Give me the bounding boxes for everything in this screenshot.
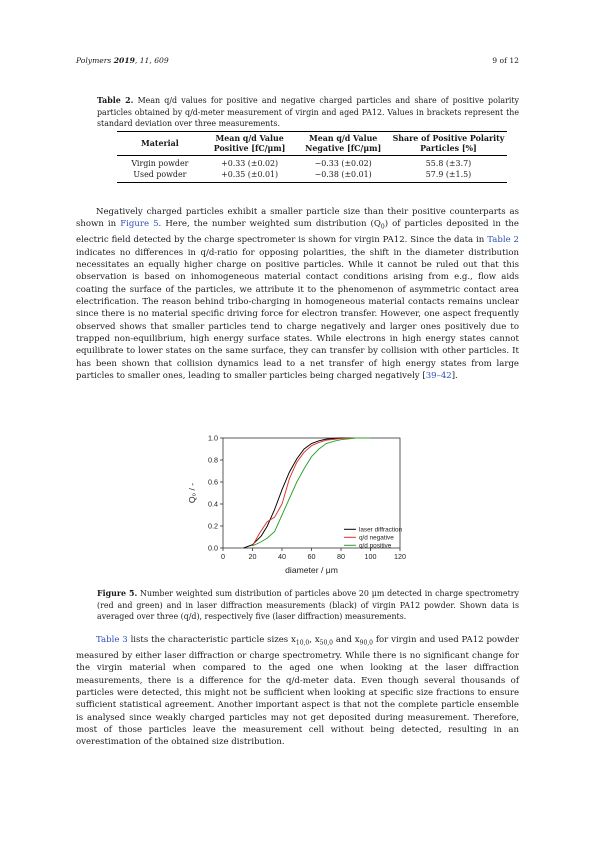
- table-row: [117, 170, 507, 183]
- table2-caption: [97, 95, 519, 130]
- figure5-caption: [97, 588, 519, 623]
- table-cell: 57.9 (±1.5): [425, 169, 472, 179]
- table2-caption-label: Table 2.: [97, 96, 134, 105]
- table-cell: Virgin powder: [131, 159, 189, 168]
- journal-name: Polymers: [76, 56, 112, 65]
- col-header-negative: Mean q/d Value Negative [fC/μm]: [305, 134, 382, 153]
- subscript-x90: 90,0: [359, 639, 373, 647]
- y-tick-label: 0.4: [208, 499, 218, 509]
- table2-caption-text: Mean q/d values for positive and negative charged particles and share of positive polarity particles obtained by q/d-meter measurement of virgin and aged PA12. Values in brackets represent the standard deviation over three measurements.: [97, 96, 519, 129]
- citation-link[interactable]: 39–42: [425, 371, 452, 382]
- para2-text-4: for virgin and used PA12 powder measured by either laser diffraction or charge spectrometry. While there is no significant change for the virgin material when compared to the aged one when looking at the laser diffraction measurements, there is a difference for the q/d-meter data. Even though several thousands of particles were detected, this might not be sufficient when looking at specific size fractions to ensure sufficient statistical agreement. Another important aspect is that not the complete particle ensemble is analysed since weakly charged particles may not get deposited during measurement. Therefore, most of those particles leave the measurement cell without being detected, resulting in an overestimation of the obtained size distribution.: [76, 635, 519, 748]
- table3-link[interactable]: Table 3: [96, 635, 128, 645]
- y-tick-label: 0.8: [208, 455, 218, 465]
- table-cell: −0.33 (±0.02): [314, 159, 372, 168]
- para2-text-1: lists the characteristic particle sizes x: [127, 635, 296, 645]
- para1-subscript: 0: [380, 224, 385, 232]
- y-tick-label: 0.0: [208, 543, 218, 553]
- page-number: 9 of 12: [492, 56, 519, 65]
- journal-year: 2019: [113, 56, 135, 65]
- table-cell: +0.35 (±0.01): [221, 169, 279, 179]
- table2-link[interactable]: Table 2: [487, 235, 519, 246]
- para2-text-2: , x: [309, 635, 320, 645]
- table-cell: +0.33 (±0.02): [221, 159, 279, 168]
- table-cell: −0.38 (±0.01): [314, 169, 372, 179]
- para1-text-2: . Here, the number weighted sum distribution (Q: [158, 219, 381, 230]
- x-tick-label: 80: [337, 552, 345, 561]
- y-tick-label: 0.6: [208, 477, 218, 487]
- x-tick-label: 60: [307, 552, 316, 561]
- legend-entry: q/d negative: [358, 534, 394, 542]
- x-axis-label: diameter / μm: [285, 565, 338, 575]
- subscript-x50: 50,0: [319, 639, 333, 647]
- y-axis-label: Q₀ / -: [187, 482, 197, 504]
- body-paragraph-1: [76, 206, 519, 383]
- figure5-chart: [175, 432, 415, 592]
- series-line-laser-diffraction: [244, 438, 371, 548]
- x-tick-label: 0: [221, 552, 225, 561]
- legend-entry: q/d positive: [358, 542, 392, 550]
- journal-volume: , 11, 609: [134, 56, 169, 65]
- para1-text-3: ) of particles deposited in the electric field detected by the charge spectrometer is shown for virgin PA12. Since the data in: [76, 219, 519, 246]
- para1-text-1: Negatively charged particles exhibit a smaller particle size than their positive counterparts as shown in: [76, 207, 519, 230]
- para2-text-3: and x: [333, 635, 360, 645]
- table-row: [117, 156, 507, 170]
- running-header-journal: [76, 56, 169, 65]
- para1-text-5: ].: [451, 371, 458, 382]
- y-tick-label: 0.2: [208, 521, 218, 531]
- table-cell: Used powder: [133, 169, 187, 179]
- subscript-x10: 10,0: [295, 639, 310, 647]
- table-header-row: [117, 132, 507, 156]
- para1-text-4: indicates no differences in q/d-ratio for opposing polarities, the shift in the diameter distribution necessitates an equally higher charge on positive particles. While it cannot be ruled out that this observation is based on inhomogeneous material contact conditions arising from e.g., flow aids coating the surface of the particles, we attribute it to the phenomenon of asymmetric contact area electrification. The reason behind tribo-charging in homogeneous material contacts remains unclear since there is no material specific driving force for electron transfer. However, one aspect frequently observed shows that smaller particles tend to charge negatively and larger ones positively due to trapped non-equilibrium, high energy surface states. While electrons in high energy states cannot equilibrate to lower states on the same surface, they can transfer by collision with other particles. It has been shown that collision dynamics lead to a net transfer of high energy states from large particles to smaller ones, leading to smaller particles being charged negatively [: [76, 247, 519, 382]
- col-header-share: Share of Positive Polarity Particles [%]: [392, 134, 505, 153]
- figure5-caption-text: Number weighted sum distribution of particles above 20 μm detected in charge spectrometry (red and green) and in laser diffraction measurements (black) of virgin PA12 powder. Shown data is averaged over three (q/d), respectively five (laser diffraction) measurements.: [97, 589, 519, 622]
- x-tick-label: 20: [248, 552, 257, 561]
- body-paragraph-2: [76, 634, 519, 749]
- figure5-caption-label: Figure 5.: [97, 589, 138, 598]
- table-cell: 55.8 (±3.7): [425, 159, 472, 168]
- col-header-positive: Mean q/d Value Positive [fC/μm]: [213, 134, 286, 153]
- x-tick-label: 40: [278, 552, 286, 561]
- figure5-link[interactable]: Figure 5: [120, 219, 159, 230]
- x-tick-label: 100: [364, 552, 377, 561]
- x-tick-label: 120: [394, 552, 406, 561]
- table2: [117, 131, 507, 183]
- y-tick-label: 1.0: [208, 433, 218, 443]
- col-header-material: Material: [141, 139, 179, 148]
- legend-entry: laser diffraction: [358, 526, 403, 534]
